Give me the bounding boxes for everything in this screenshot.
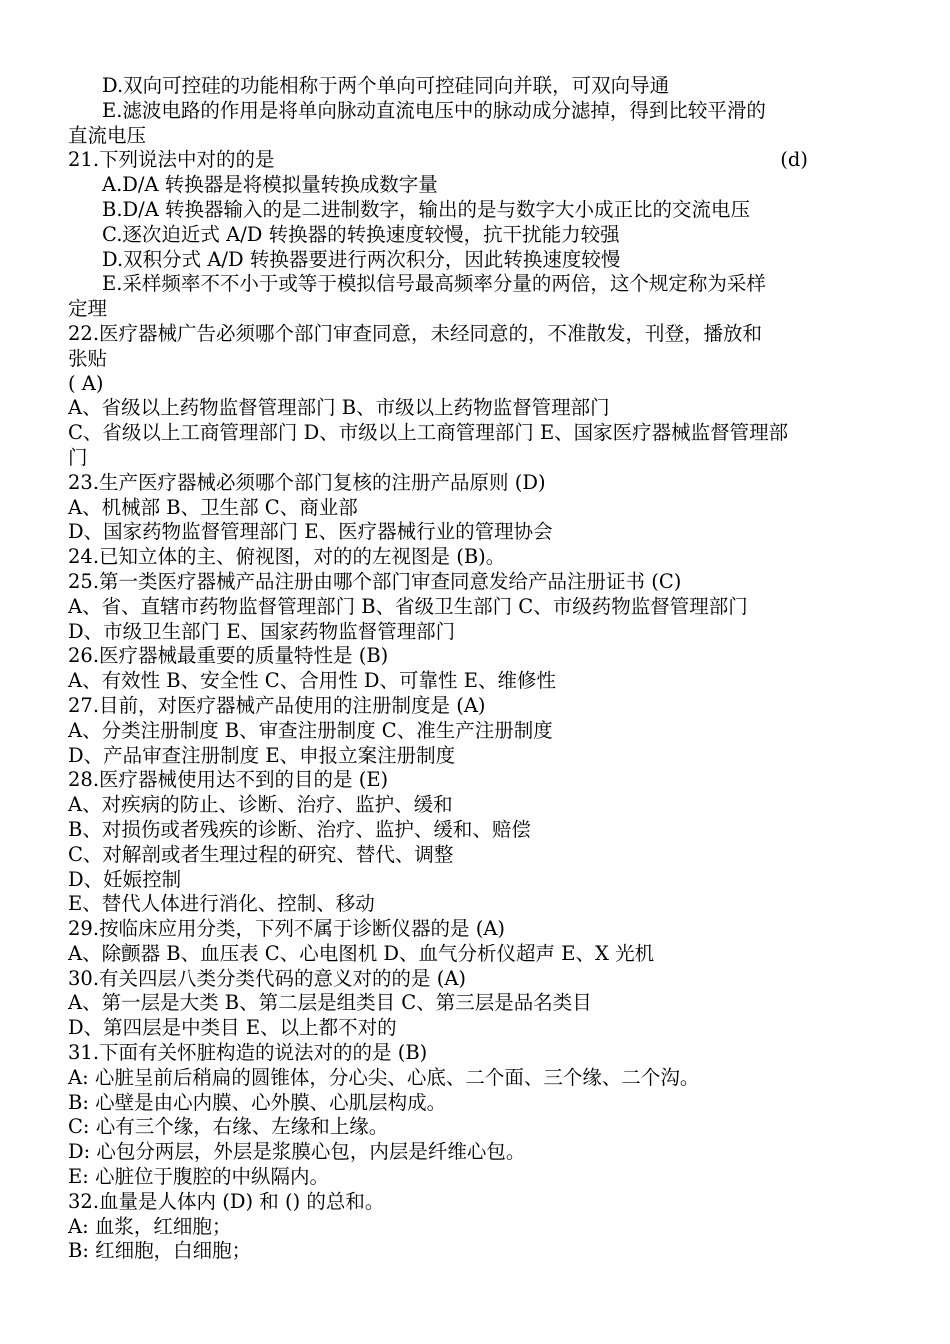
line-text: A: 血浆，红细胞； xyxy=(68,1214,232,1238)
line-text: C、省级以上工商管理部门 D、市级以上工商管理部门 E、国家医疗器械监督管理部 xyxy=(68,421,789,445)
line-text: 23.生产医疗器械必须哪个部门复核的注册产品原则 (D) xyxy=(68,470,546,494)
text-line xyxy=(68,99,878,124)
line-text: 31.下面有关怀脏构造的说法对的的是 (B) xyxy=(68,1041,428,1065)
text-line xyxy=(68,248,878,273)
text-line xyxy=(68,768,878,793)
line-text: D、国家药物监督管理部门 E、医疗器械行业的管理协会 xyxy=(68,520,553,544)
answer-mark: (d) xyxy=(780,148,808,172)
line-text: A、对疾病的防止、诊断、治疗、监护、缓和 xyxy=(68,793,453,817)
text-line xyxy=(68,124,878,149)
text-line xyxy=(68,372,878,397)
line-text: B.D/A 转换器输入的是二进制数字，输出的是与数字大小成正比的交流电压 xyxy=(102,197,751,221)
text-line xyxy=(68,396,878,421)
line-text: E.滤波电路的作用是将单向脉动直流电压中的脉动成分滤掉，得到比较平滑的 xyxy=(102,98,766,122)
line-text: A、省级以上药物监督管理部门 B、市级以上药物监督管理部门 xyxy=(68,396,610,420)
line-text: 29.按临床应用分类，下列不属于诊断仪器的是 (A) xyxy=(68,917,506,941)
line-text: 28.医疗器械使用达不到的目的是 (E) xyxy=(68,768,389,792)
text-line xyxy=(68,223,878,248)
line-text: B、对损伤或者残疾的诊断、治疗、监护、缓和、赔偿 xyxy=(68,817,531,841)
text-line xyxy=(68,173,878,198)
text-line xyxy=(68,1215,878,1240)
line-text: C: 心有三个缘，右缘、左缘和上缘。 xyxy=(68,1115,389,1139)
text-line xyxy=(68,892,878,917)
text-line xyxy=(68,347,878,372)
text-line xyxy=(68,545,878,570)
text-line xyxy=(68,1165,878,1190)
line-text: 22.医疗器械广告必须哪个部门审查同意，未经同意的，不准散发，刊登，播放和 xyxy=(68,321,763,345)
line-text: 27.目前，对医疗器械产品使用的注册制度是 (A) xyxy=(68,693,486,717)
line-text: B: 心壁是由心内膜、心外膜、心肌层构成。 xyxy=(68,1090,447,1114)
text-line xyxy=(68,322,878,347)
text-line xyxy=(68,1140,878,1165)
text-line xyxy=(68,991,878,1016)
line-text: E.采样频率不不小于或等于模拟信号最高频率分量的两倍，这个规定称为采样 xyxy=(102,272,766,296)
text-line xyxy=(68,843,878,868)
line-text: 21.下列说法中对的的是 xyxy=(68,148,275,172)
line-text: E: 心脏位于腹腔的中纵隔内。 xyxy=(68,1165,330,1189)
text-line xyxy=(68,74,878,99)
line-text: A: 心脏呈前后稍扁的圆锥体，分心尖、心底、二个面、三个缘、二个沟。 xyxy=(68,1065,700,1089)
line-text: C.逐次迫近式 A/D 转换器的转换速度较慢，抗干扰能力较强 xyxy=(102,222,620,246)
line-text: D.双向可控硅的功能相称于两个单向可控硅同向并联，可双向导通 xyxy=(102,74,670,97)
text-line xyxy=(68,620,878,645)
line-text: 门 xyxy=(68,445,88,469)
line-text: 直流电压 xyxy=(68,123,147,147)
document-page xyxy=(68,74,878,1264)
text-line xyxy=(68,570,878,595)
line-text: ( A) xyxy=(68,371,104,395)
line-text: D、产品审查注册制度 E、申报立案注册制度 xyxy=(68,743,456,767)
line-text: D、妊娠控制 xyxy=(68,867,182,891)
text-line xyxy=(68,471,878,496)
text-line xyxy=(68,1239,878,1264)
text-line xyxy=(68,1190,878,1215)
line-text: A、第一层是大类 B、第二层是组类目 C、第三层是品名类目 xyxy=(68,991,592,1015)
text-line xyxy=(68,520,878,545)
text-line xyxy=(68,818,878,843)
text-line xyxy=(68,272,878,297)
line-text: 24.已知立体的主、俯视图，对的的左视图是 (B)。 xyxy=(68,545,506,569)
text-line xyxy=(68,694,878,719)
line-text: 32.血量是人体内 (D) 和 () 的总和。 xyxy=(68,1189,385,1213)
line-text: 25.第一类医疗器械产品注册由哪个部门审查同意发给产品注册证书 (C) xyxy=(68,569,682,593)
text-line xyxy=(68,1041,878,1066)
line-text: 30.有关四层八类分类代码的意义对的的是 (A) xyxy=(68,966,467,990)
text-line xyxy=(68,496,878,521)
text-line xyxy=(68,744,878,769)
text-line xyxy=(68,148,878,173)
text-line xyxy=(68,198,878,223)
text-line xyxy=(68,1066,878,1091)
line-text: A.D/A 转换器是将模拟量转换成数字量 xyxy=(102,173,438,197)
line-text: A、有效性 B、安全性 C、合用性 D、可靠性 E、维修性 xyxy=(68,669,556,693)
line-text: E、替代人体进行消化、控制、移动 xyxy=(68,892,375,916)
line-text: A、分类注册制度 B、审查注册制度 C、准生产注册制度 xyxy=(68,718,553,742)
line-text: D、第四层是中类目 E、以上都不对的 xyxy=(68,1016,397,1040)
text-line xyxy=(68,595,878,620)
text-line xyxy=(68,719,878,744)
line-text: A、省、直辖市药物监督管理部门 B、省级卫生部门 C、市级药物监督管理部门 xyxy=(68,594,748,618)
text-line xyxy=(68,669,878,694)
text-line xyxy=(68,967,878,992)
line-text: D: 心包分两层，外层是浆膜心包，内层是纤维心包。 xyxy=(68,1140,526,1164)
text-line xyxy=(68,446,878,471)
line-text: B: 红细胞，白细胞； xyxy=(68,1239,252,1263)
line-text: A、除颤器 B、血压表 C、心电图机 D、血气分析仪超声 E、X 光机 xyxy=(68,941,655,965)
text-line xyxy=(68,1091,878,1116)
text-line xyxy=(68,793,878,818)
text-line xyxy=(68,1016,878,1041)
line-text: A、机械部 B、卫生部 C、商业部 xyxy=(68,495,358,519)
line-text: 26.医疗器械最重要的质量特性是 (B) xyxy=(68,644,389,668)
line-text: 张贴 xyxy=(68,346,108,370)
text-line xyxy=(68,868,878,893)
line-text: 定理 xyxy=(68,297,108,321)
text-line xyxy=(68,917,878,942)
line-text: D、市级卫生部门 E、国家药物监督管理部门 xyxy=(68,619,456,643)
text-line xyxy=(68,297,878,322)
line-text: D.双积分式 A/D 转换器要进行两次积分，因此转换速度较慢 xyxy=(102,247,621,271)
text-line xyxy=(68,1115,878,1140)
text-line xyxy=(68,644,878,669)
text-line xyxy=(68,942,878,967)
text-line xyxy=(68,421,878,446)
line-text: C、对解剖或者生理过程的研究、替代、调整 xyxy=(68,842,454,866)
